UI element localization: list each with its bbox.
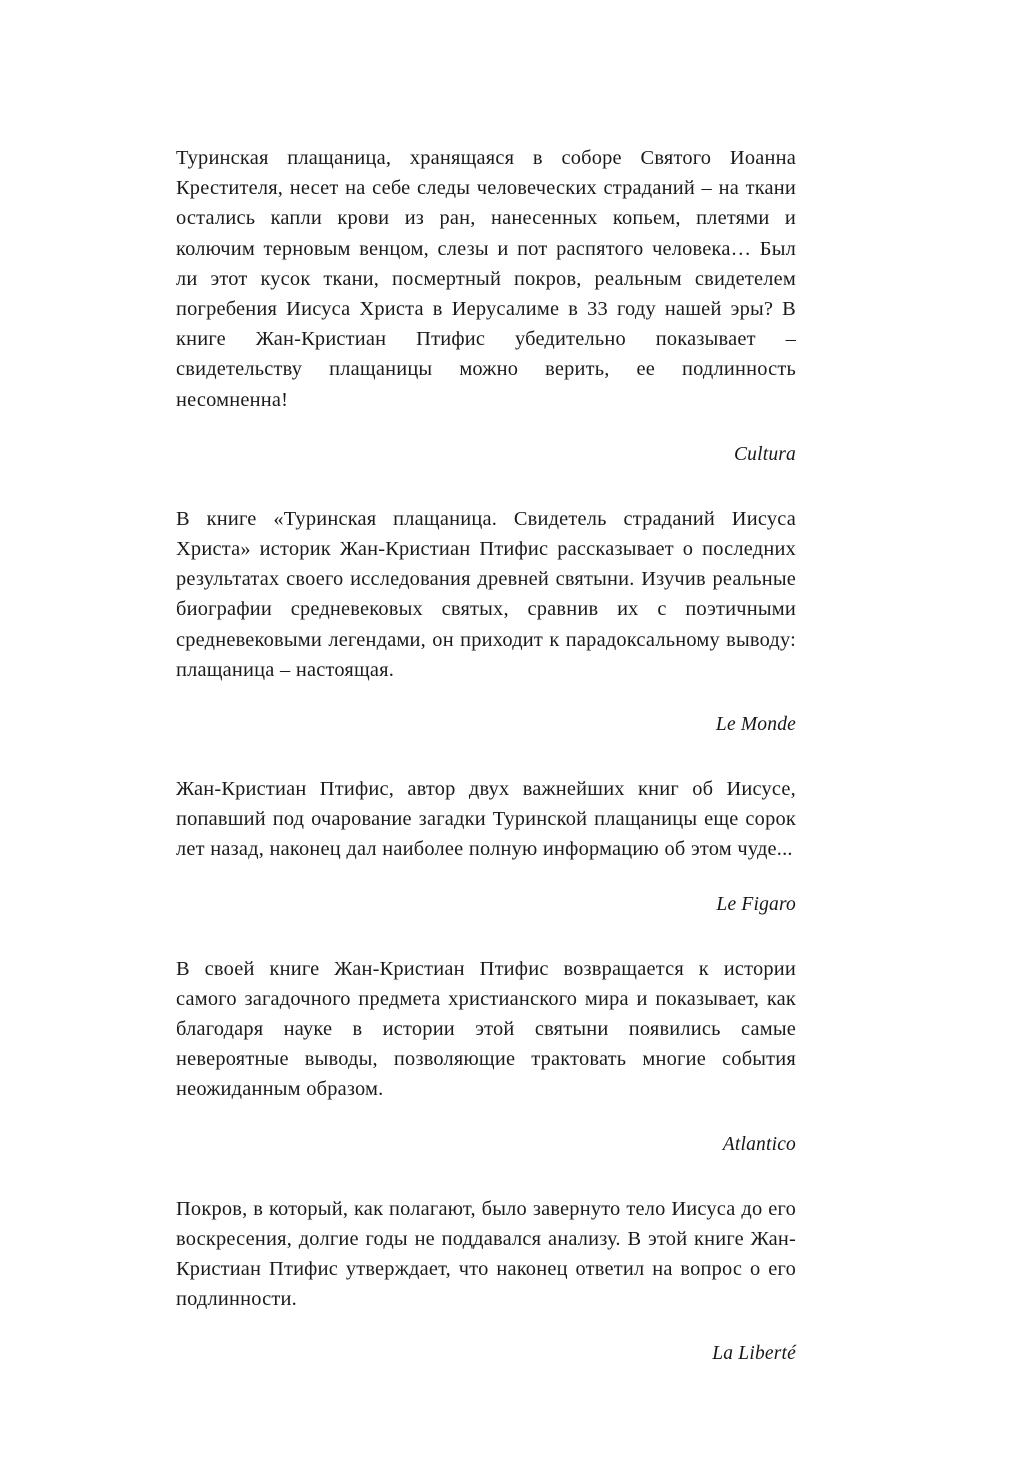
testimonial-column xyxy=(176,143,796,1367)
testimonial-block xyxy=(176,504,796,738)
quote-text: Туринская плащаница, хранящаяся в соборе Святого Иоанна Крестителя, несет на себе следы человеческих страданий – на ткани остались капли крови из ран, нанесенных копьем, плетями и колючим терновым венцом, слезы и пот распятого человека… Был ли этот кусок ткани, посмертный покров, реальным свидетелем погребения Иисуса Христа в Иерусалиме в 33 году нашей эры? В книге Жан-Кристиан Птифис убедительно показывает – свидетельству плащаницы можно верить, ее подлинность несомненна! xyxy=(176,147,796,411)
quote-source-attribution: Le Monde xyxy=(715,714,796,736)
quote-source-attribution: Cultura xyxy=(733,443,796,465)
quote-text: Покров, в который, как полагают, было завернуто тело Иисуса до его воскресения, долгие годы не поддавался анализу. В этой книге Жан-Кристиан Птифис утверждает, что наконец ответил на вопрос о его подлинности. xyxy=(176,1197,796,1311)
quote-text: В своей книге Жан-Кристиан Птифис возвращается к истории самого загадочного предмета христианского мира и показывает, как благодаря науке в истории этой святыни появились самые невероятные выводы, позволяющие трактовать многие события неожиданным образом. xyxy=(176,957,796,1101)
testimonial-block xyxy=(176,774,796,918)
quote-text: Жан-Кристиан Птифис, автор двух важнейших книг об Иисусе, попавший под очарование загадки Туринской плащаницы еще сорок лет назад, наконец дал наиболее полную информацию об этом чуде... xyxy=(176,778,796,861)
quote-source-attribution: Le Figaro xyxy=(716,893,796,915)
quote-text: В книге «Туринская плащаница. Свидетель страданий Иисуса Христа» историк Жан-Кристиан Птифис рассказывает о последних результатах своего исследования древней святыни. Изучив реальные биографии средневековых святых, сравнив их с поэтичными средневековыми легендами, он приходит к парадоксальному выводу: плащаница – настоящая. xyxy=(176,507,796,681)
testimonial-block xyxy=(176,143,796,468)
quote-source-attribution: La Liberté xyxy=(712,1343,796,1365)
testimonial-block xyxy=(176,1194,796,1368)
testimonial-block xyxy=(176,954,796,1158)
quote-source-attribution: Atlantico xyxy=(722,1133,796,1155)
